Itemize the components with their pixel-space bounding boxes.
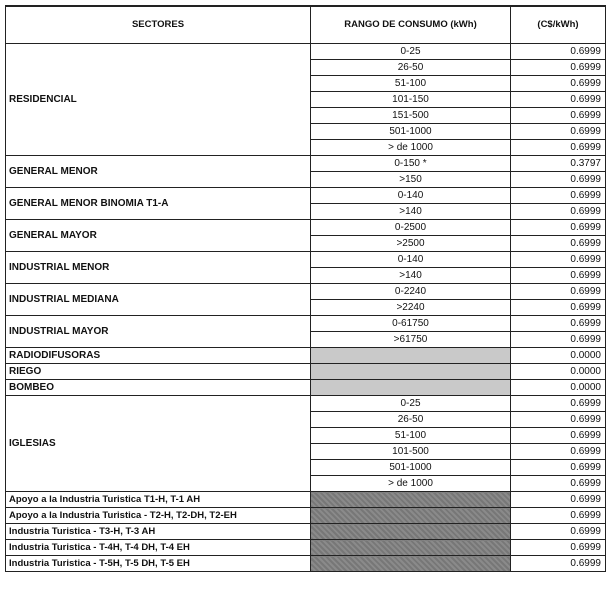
sector-name: RIEGO: [6, 364, 311, 380]
table-row: [6, 44, 606, 60]
sector-name: Industria Turistica - T-5H, T-5 DH, T-5 EH: [6, 556, 311, 572]
consumption-range: 501-1000: [311, 124, 511, 140]
sector-name: GENERAL MENOR: [6, 156, 311, 188]
rate-value: 0.6999: [511, 284, 606, 300]
rate-value: 0.6999: [511, 460, 606, 476]
consumption-range: [311, 492, 511, 508]
sector-name: INDUSTRIAL MEDIANA: [6, 284, 311, 316]
sector-name: Industria Turistica - T-4H, T-4 DH, T-4 EH: [6, 540, 311, 556]
table-row: [6, 540, 606, 556]
rate-value: 0.6999: [511, 524, 606, 540]
sector-name: INDUSTRIAL MAYOR: [6, 316, 311, 348]
sector-name: INDUSTRIAL MENOR: [6, 252, 311, 284]
table-row: [6, 188, 606, 204]
table-row: [6, 156, 606, 172]
sector-name: RESIDENCIAL: [6, 44, 311, 156]
table-row: [6, 556, 606, 572]
consumption-range: >140: [311, 268, 511, 284]
rate-value: 0.0000: [511, 380, 606, 396]
sector-name: Industria Turistica - T3-H, T-3 AH: [6, 524, 311, 540]
consumption-range: 51-100: [311, 76, 511, 92]
rate-value: 0.6999: [511, 508, 606, 524]
rate-value: 0.6999: [511, 444, 606, 460]
rate-value: 0.6999: [511, 140, 606, 156]
consumption-range: [311, 364, 511, 380]
consumption-range: 151-500: [311, 108, 511, 124]
table-row: [6, 252, 606, 268]
header-sector: SECTORES: [6, 6, 311, 44]
rate-value: 0.3797: [511, 156, 606, 172]
consumption-range: [311, 524, 511, 540]
consumption-range: 101-150: [311, 92, 511, 108]
sector-name: IGLESIAS: [6, 396, 311, 492]
table-row: [6, 284, 606, 300]
table-row: [6, 220, 606, 236]
consumption-range: >61750: [311, 332, 511, 348]
rate-value: 0.6999: [511, 252, 606, 268]
rate-value: 0.6999: [511, 60, 606, 76]
table-row: [6, 492, 606, 508]
consumption-range: [311, 540, 511, 556]
header-range: RANGO DE CONSUMO (kWh): [311, 6, 511, 44]
rate-value: 0.6999: [511, 108, 606, 124]
consumption-range: > de 1000: [311, 476, 511, 492]
rate-value: 0.6999: [511, 476, 606, 492]
consumption-range: [311, 380, 511, 396]
rate-value: 0.6999: [511, 540, 606, 556]
rate-value: 0.6999: [511, 492, 606, 508]
rate-value: 0.6999: [511, 556, 606, 572]
rate-value: 0.6999: [511, 220, 606, 236]
table-row: [6, 508, 606, 524]
consumption-range: 0-140: [311, 188, 511, 204]
consumption-range: >150: [311, 172, 511, 188]
rate-value: 0.6999: [511, 204, 606, 220]
table-row: [6, 364, 606, 380]
sector-name: BOMBEO: [6, 380, 311, 396]
rate-value: 0.6999: [511, 44, 606, 60]
table-row: [6, 348, 606, 364]
consumption-range: 0-2240: [311, 284, 511, 300]
rate-value: 0.6999: [511, 412, 606, 428]
header-rate: (C$/kWh): [511, 6, 606, 44]
sector-name: Apoyo a la Industria Turistica T1-H, T-1 AH: [6, 492, 311, 508]
sector-name: GENERAL MENOR BINOMIA T1-A: [6, 188, 311, 220]
consumption-range: >140: [311, 204, 511, 220]
rate-value: 0.6999: [511, 124, 606, 140]
consumption-range: 101-500: [311, 444, 511, 460]
consumption-range: 0-150 *: [311, 156, 511, 172]
rate-value: 0.0000: [511, 364, 606, 380]
rate-value: 0.6999: [511, 300, 606, 316]
rate-value: 0.6999: [511, 76, 606, 92]
rate-value: 0.6999: [511, 396, 606, 412]
consumption-range: > de 1000: [311, 140, 511, 156]
consumption-range: 501-1000: [311, 460, 511, 476]
sector-name: RADIODIFUSORAS: [6, 348, 311, 364]
consumption-range: 0-140: [311, 252, 511, 268]
rate-value: 0.6999: [511, 172, 606, 188]
consumption-range: 0-2500: [311, 220, 511, 236]
table-row: [6, 316, 606, 332]
consumption-range: 26-50: [311, 412, 511, 428]
table-row: [6, 380, 606, 396]
consumption-range: 0-25: [311, 44, 511, 60]
tariff-body: [6, 44, 606, 572]
sector-name: GENERAL MAYOR: [6, 220, 311, 252]
rate-value: 0.6999: [511, 92, 606, 108]
consumption-range: 26-50: [311, 60, 511, 76]
rate-value: 0.0000: [511, 348, 606, 364]
consumption-range: [311, 348, 511, 364]
consumption-range: [311, 556, 511, 572]
header-row: [6, 6, 606, 44]
tariff-table: [5, 5, 606, 572]
consumption-range: >2500: [311, 236, 511, 252]
sector-name: Apoyo a la Industria Turistica - T2-H, T2-DH, T2-EH: [6, 508, 311, 524]
rate-value: 0.6999: [511, 188, 606, 204]
consumption-range: 0-61750: [311, 316, 511, 332]
table-row: [6, 524, 606, 540]
consumption-range: 0-25: [311, 396, 511, 412]
consumption-range: >2240: [311, 300, 511, 316]
rate-value: 0.6999: [511, 236, 606, 252]
table-row: [6, 396, 606, 412]
consumption-range: [311, 508, 511, 524]
rate-value: 0.6999: [511, 428, 606, 444]
rate-value: 0.6999: [511, 332, 606, 348]
consumption-range: 51-100: [311, 428, 511, 444]
rate-value: 0.6999: [511, 316, 606, 332]
rate-value: 0.6999: [511, 268, 606, 284]
